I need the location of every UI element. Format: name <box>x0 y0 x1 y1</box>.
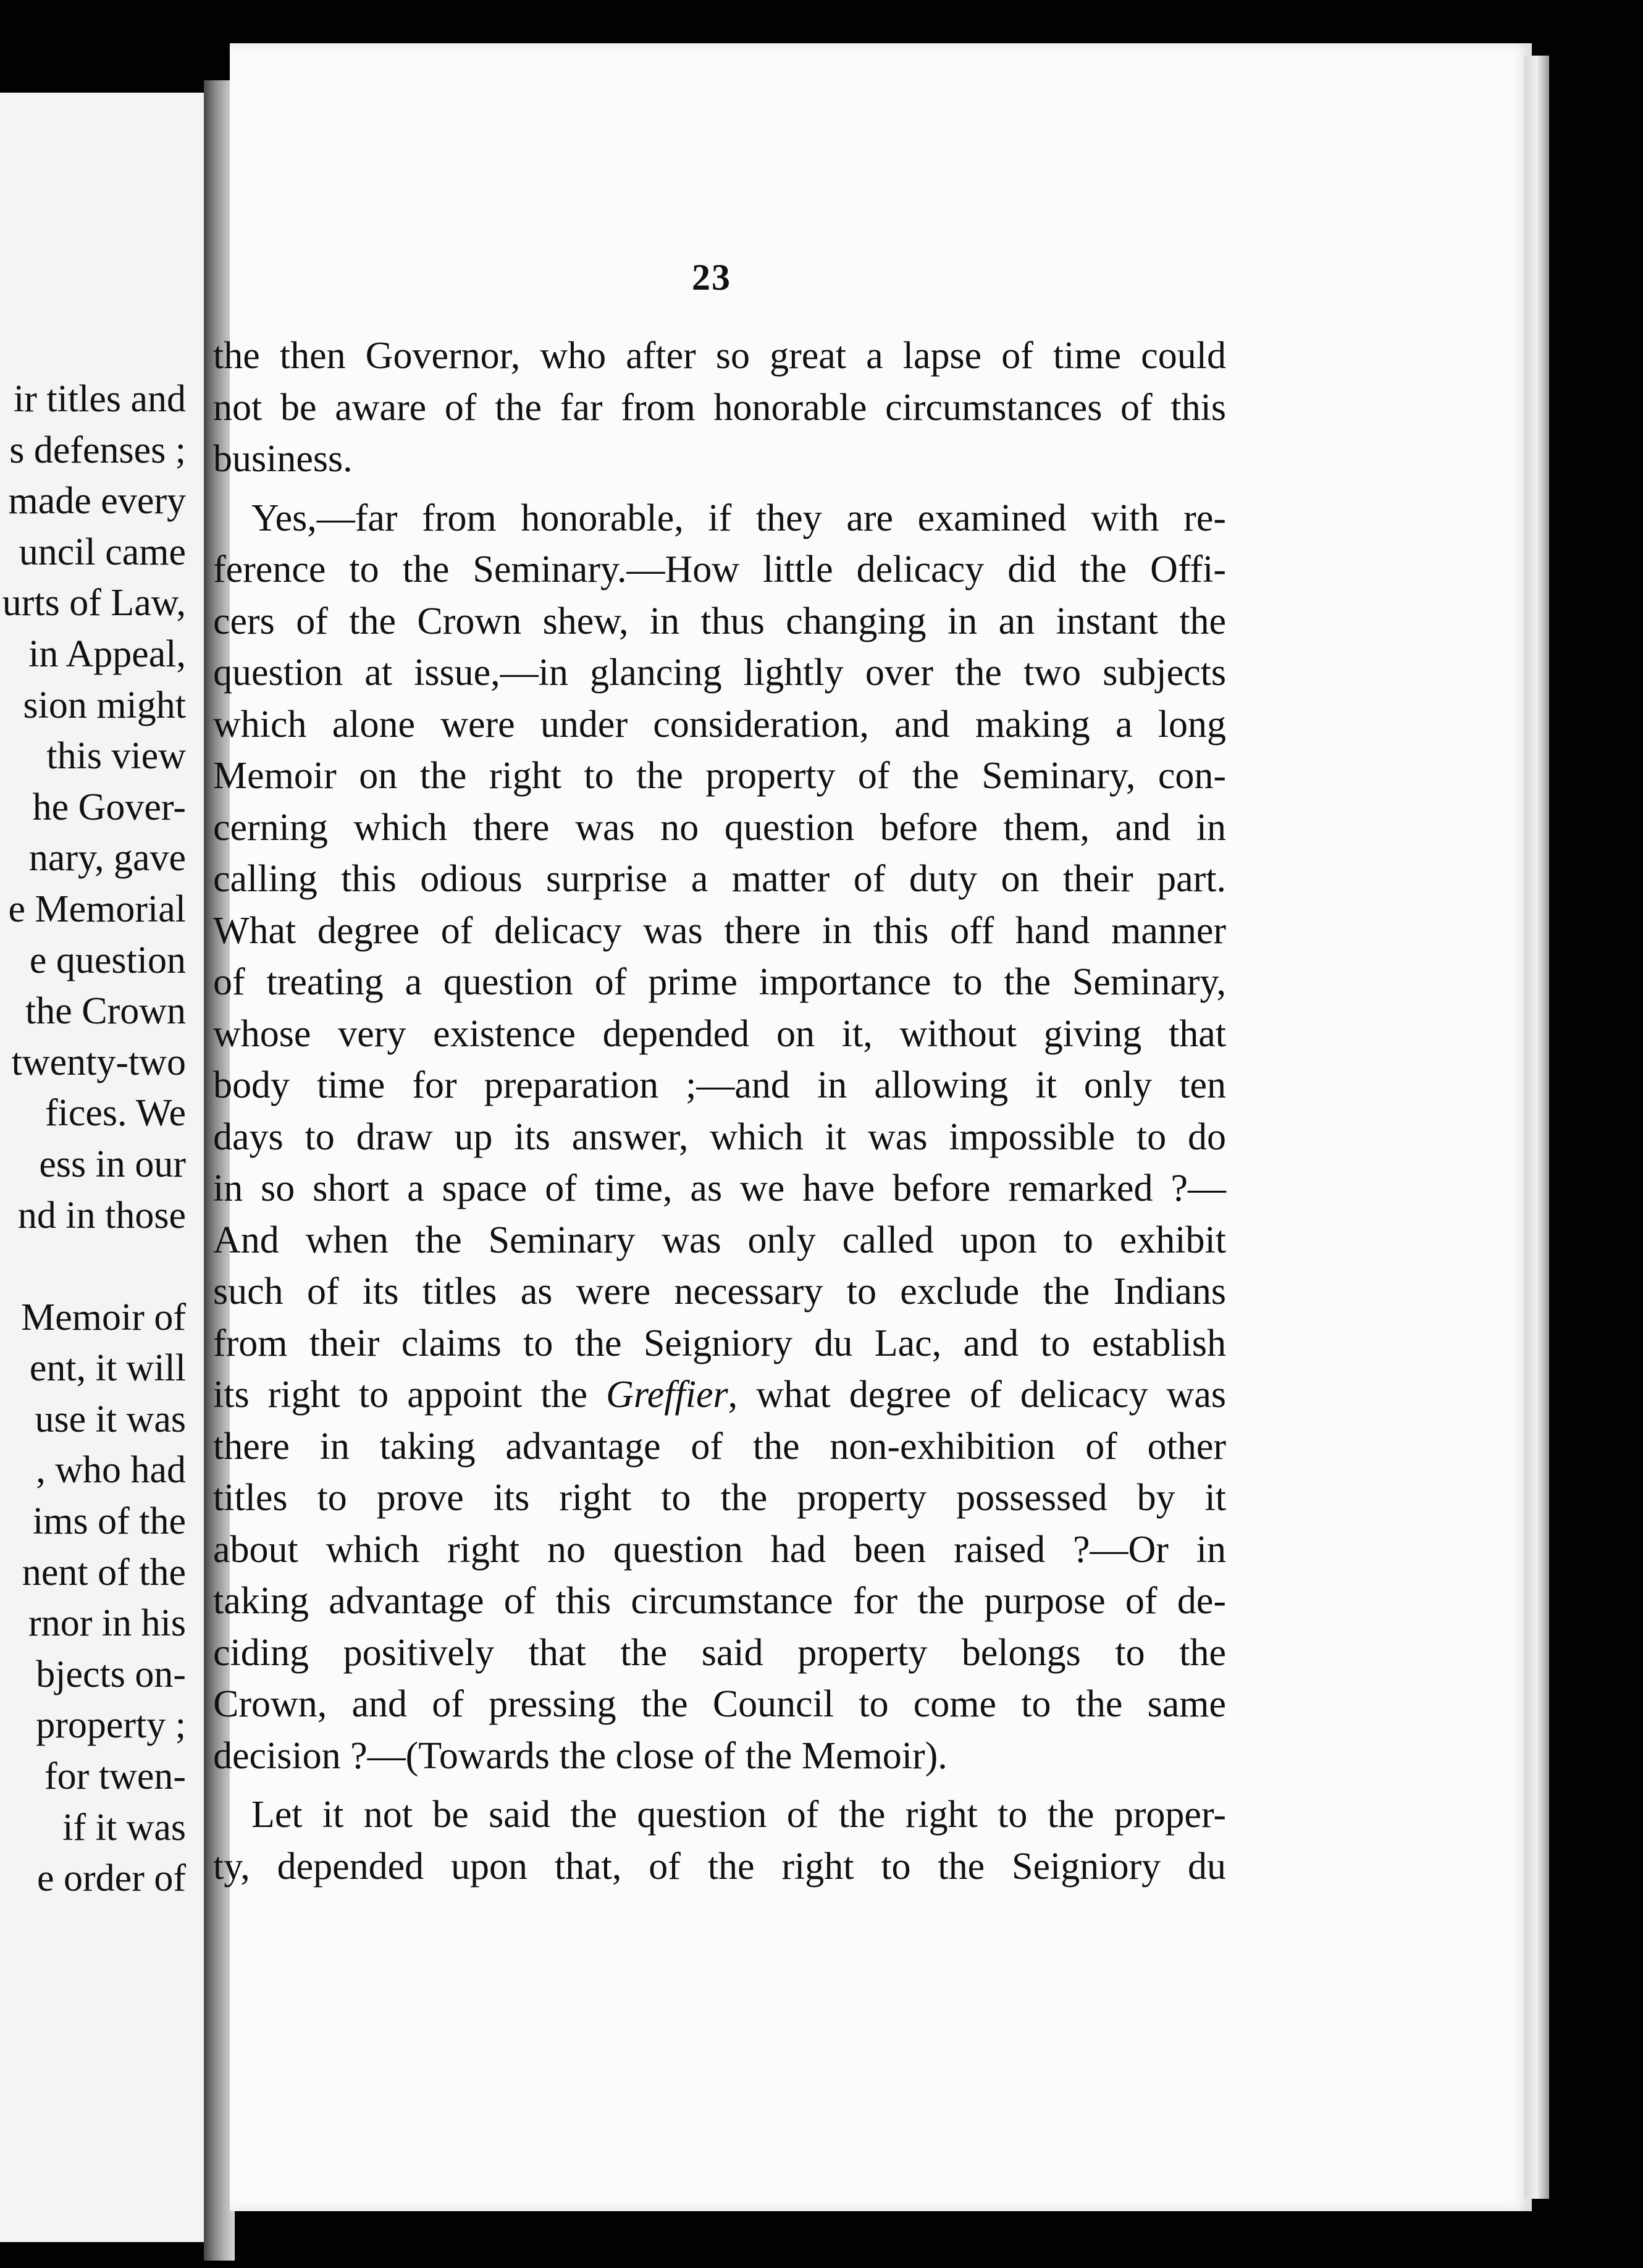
left-page-line: ent, it will <box>29 1347 186 1390</box>
left-page-line: fices. We <box>45 1092 186 1135</box>
text-line: which alone were under consideration, and making a long <box>213 703 1226 746</box>
left-page-line: if it was <box>62 1806 186 1849</box>
text-line: the then Governor, who after so great a lapse of time could <box>213 335 1226 377</box>
text-line: about which right no question had been raised ?—Or in <box>213 1528 1226 1571</box>
italic-term: Greffier <box>606 1374 728 1416</box>
left-page-line: he Gover- <box>32 786 186 828</box>
text-segment: its right to appoint the <box>213 1374 607 1416</box>
text-line: days to draw up its answer, which it was impossible to do <box>213 1115 1226 1158</box>
text-line: such of its titles as were necessary to exclude the Indians <box>213 1270 1226 1312</box>
left-page-line: uncil came <box>19 531 186 573</box>
left-page-line: e Memorial <box>8 888 186 930</box>
text-line-with-italic <box>213 1369 1226 1421</box>
page-number: 23 <box>692 257 731 298</box>
left-page-line <box>0 1241 186 1292</box>
left-page-line: sion might <box>23 684 186 726</box>
left-page-line: use it was <box>35 1398 186 1440</box>
text-line: decision ?—(Towards the close of the Memoir). <box>213 1734 948 1777</box>
left-page-line: s defenses ; <box>9 429 186 471</box>
text-line: of treating a question of prime importance to the Seminary, <box>213 961 1226 1003</box>
text-line: titles to prove its right to the property possessed by it <box>213 1477 1226 1519</box>
left-page-line: urts of Law, <box>2 582 186 624</box>
text-line: business. <box>213 438 353 480</box>
text-line: ference to the Seminary.—How little delicacy did the Offi- <box>213 548 1226 590</box>
text-segment: , what degree of delicacy was <box>728 1374 1226 1416</box>
text-line: not be aware of the far from honorable circumstances of this <box>213 386 1226 429</box>
left-page-line: made every <box>8 480 186 523</box>
left-page-line: rnor in his <box>28 1602 186 1645</box>
page-edge <box>1524 56 1549 2199</box>
left-page-line: property ; <box>36 1704 186 1747</box>
left-page-line: bjects on- <box>36 1653 186 1695</box>
text-line: ciding positively that the said property belongs to the <box>213 1631 1226 1674</box>
left-page-line: ir titles and <box>14 378 186 420</box>
left-page-line: nent of the <box>22 1551 186 1594</box>
left-page-line: nary, gave <box>28 837 186 880</box>
text-line: whose very existence depended on it, without giving that <box>213 1012 1226 1055</box>
page-body <box>213 330 1226 1892</box>
left-page-text <box>0 374 186 1904</box>
text-line: cerning which there was no question before them, and in <box>213 806 1226 849</box>
text-line: in so short a space of time, as we have before remarked ?— <box>213 1167 1226 1209</box>
left-page-line: e question <box>29 939 186 981</box>
text-line: there in taking advantage of the non-exhibition of other <box>213 1425 1226 1468</box>
text-line: from their claims to the Seigniory du Lac, and to establish <box>213 1322 1226 1364</box>
left-page-line: nd in those <box>17 1194 186 1237</box>
left-page-line: ess in our <box>39 1143 186 1185</box>
left-page-line: , who had <box>36 1449 186 1492</box>
text-line: body time for preparation ;—and in allowing it only ten <box>213 1064 1226 1106</box>
text-line: ty, depended upon that, of the right to the Seigniory du <box>213 1845 1226 1888</box>
text-line: question at issue,—in glancing lightly over the two subjects <box>213 652 1226 694</box>
text-line: taking advantage of this circumstance for the purpose of de- <box>213 1580 1226 1622</box>
text-line: Let it not be said the question of the right to the proper- <box>251 1794 1226 1836</box>
text-line: cers of the Crown shew, in thus changing in an instant the <box>213 600 1226 642</box>
text-line: Crown, and of pressing the Council to come to the same <box>213 1683 1226 1725</box>
left-page-line: the Crown <box>25 990 186 1033</box>
text-line: Memoir on the right to the property of the Seminary, con- <box>213 755 1226 797</box>
left-page-line: this view <box>46 735 186 778</box>
left-page-line: Memoir of <box>21 1296 186 1338</box>
text-line: And when the Seminary was only called upon to exhibit <box>213 1219 1226 1261</box>
left-page-line: twenty-two <box>11 1041 186 1083</box>
left-page-line: ims of the <box>33 1500 186 1543</box>
text-line: Yes,—far from honorable, if they are examined with re- <box>251 497 1226 539</box>
text-line: What degree of delicacy was there in this off hand manner <box>213 909 1226 952</box>
text-line: calling this odious surprise a matter of duty on their part. <box>213 858 1226 900</box>
left-page-line: in Appeal, <box>28 632 186 675</box>
left-page-line: for twen- <box>44 1755 186 1798</box>
left-page-line: e order of <box>37 1857 186 1900</box>
left-facing-page <box>0 93 207 2242</box>
